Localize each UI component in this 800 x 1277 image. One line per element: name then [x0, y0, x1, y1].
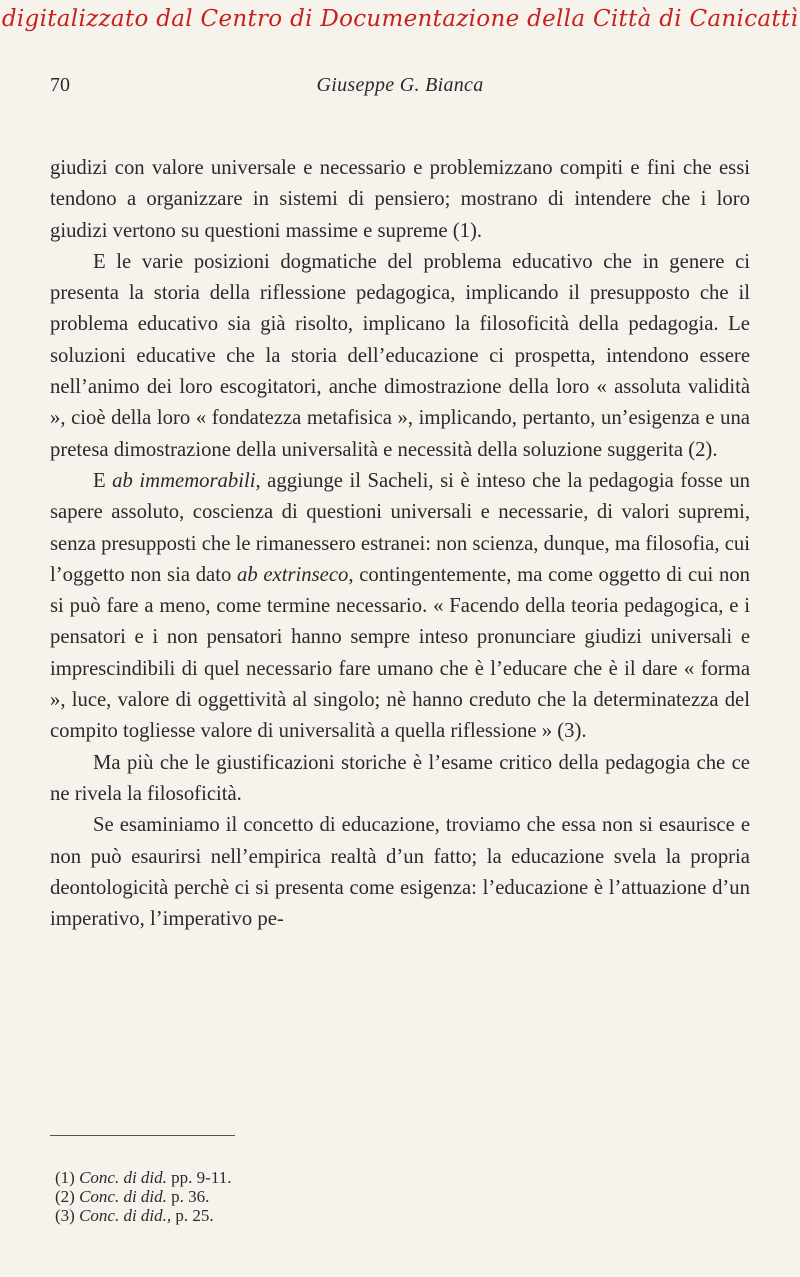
paragraph-text: E [93, 469, 113, 492]
paragraph-text: Se esaminiamo il concetto di educazione, troviamo che essa non si esaurisce e non può esaurirsi nell’empirica realtà d’un fatto; la educazione svela la propria deontologicità perchè ci si presenta come esigenza: l’educazione è l’attuazione d’un imperativo, l’imperativo pe- [50, 814, 750, 931]
footnote-1 [55, 1168, 231, 1187]
page-number: 70 [50, 74, 70, 96]
footnote-divider [50, 1135, 235, 1136]
running-head: Giuseppe G. Bianca [316, 74, 484, 96]
paragraph-text: , contingentemente, ma come oggetto di cui non si può fare a meno, come termine necessario. « Facendo della teoria pedagogica, e i pensatori e i non pensatori hanno sempre inteso pronunciare giudizi universali e imprescindibili di quel necessario fare umano che è l’educare che è il dare « forma », luce, valore di oggettività al singolo; nè hanno creduto che la determinatezza del compito togliesse valore di universalità a quella riflessione » (3). [50, 563, 751, 743]
footnote-ref: Conc. di did. [79, 1187, 167, 1206]
footnote-marker: (3) [55, 1206, 75, 1225]
footnotes [55, 1168, 231, 1225]
footnote-loc: pp. 9-11. [171, 1168, 232, 1187]
paragraph-2 [50, 247, 750, 466]
latin-phrase: ab extrinseco [237, 563, 349, 586]
footnote-loc: p. 36. [171, 1187, 210, 1206]
paragraph-5 [50, 810, 750, 935]
paragraph-text: giudizi con valore universale e necessario e problemizzano compiti e fini che essi tendono a organizzare in sistemi di pensiero; mostrano di intendere che i loro giudizi vertono su questioni massime e supreme (1). [50, 157, 750, 242]
paragraph-3 [50, 466, 750, 748]
footnote-ref: Conc. di did. [79, 1168, 167, 1187]
paragraph-text: , aggiunge il Sacheli, si è inteso che la pedagogia fosse un sapere assoluto, coscienza di questioni universali e necessarie, di valori supremi, senza presupposti che le rimanessero estranei: non scienza, dunque, ma filosofia, cui l’oggetto non sia dato [50, 469, 751, 586]
footnote-loc: p. 25. [175, 1206, 214, 1225]
paragraph-1 [50, 153, 750, 247]
paragraph-text: Ma più che le giustificazioni storiche è l’esame critico della pedagogia che ce ne rivela la filosoficità. [50, 751, 750, 805]
footnote-marker: (2) [55, 1187, 75, 1206]
digitization-watermark: digitalizzato dal Centro di Documentazione della Città di Canicattì [1, 6, 799, 32]
latin-phrase: ab immemorabili [112, 469, 256, 492]
body-text [50, 153, 750, 935]
paragraph-4 [50, 748, 750, 811]
footnote-3 [55, 1206, 231, 1225]
footnote-ref: Conc. di did., [79, 1206, 172, 1225]
footnote-marker: (1) [55, 1168, 75, 1187]
paragraph-text: E le varie posizioni dogmatiche del problema educativo che in genere ci presenta la storia della riflessione pedagogica, implicando il presupposto che il problema educativo sia già risolto, implicano la filosoficità della pedagogia. Le soluzioni educative che la storia dell’educazione ci prospetta, intendono essere nell’animo dei loro escogitatori, anche dimostrazione della loro « assoluta validità », cioè della loro « fondatezza metafisica », implicando, pertanto, un’esigenza e una pretesa dimostrazione della universalità e necessità della soluzione suggerita (2). [50, 250, 750, 461]
page-header [50, 74, 750, 104]
footnote-2 [55, 1187, 231, 1206]
